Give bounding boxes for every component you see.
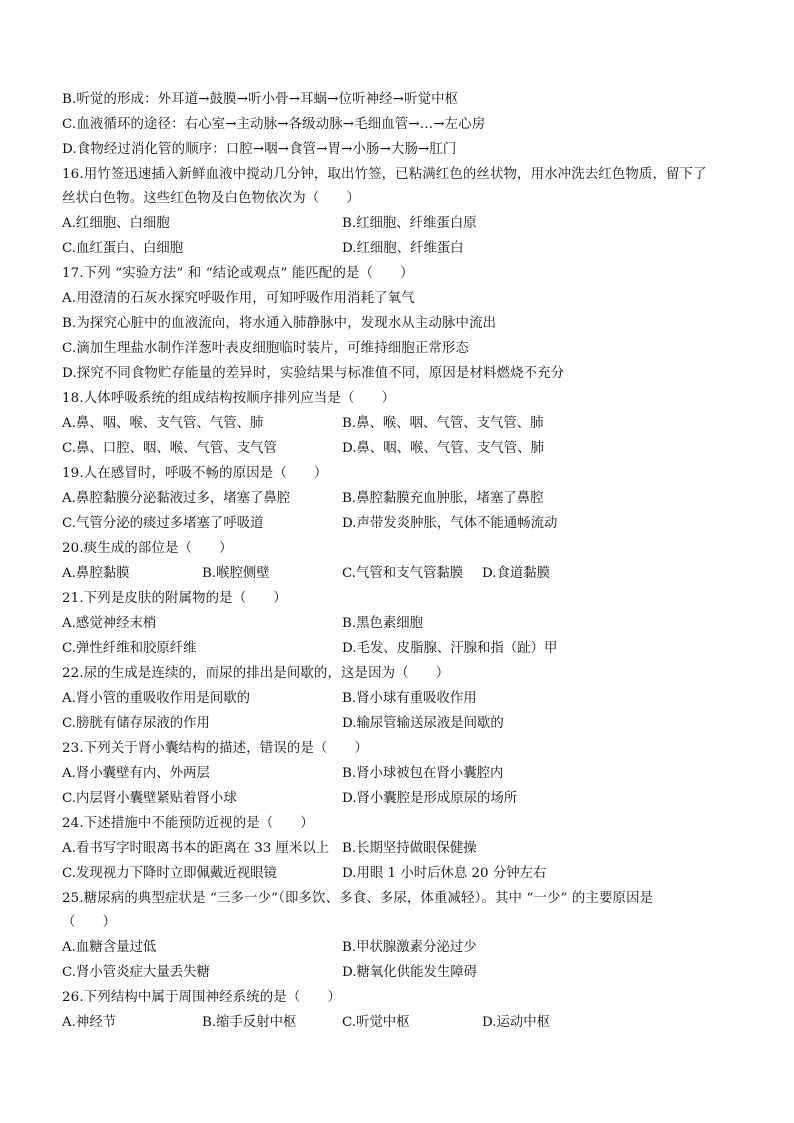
option-line: C.血液循环的途径：右心室→主动脉→各级动脉→毛细血管→…→左心房 [62,117,486,132]
question-18-stem: 18.人体呼吸系统的组成结构按顺序排列应当是（ ） [62,391,396,406]
option-b: B.长期坚持做眼保健操 [342,841,477,856]
option-line: D.食物经过消化管的顺序：口腔→咽→食管→胃→小肠→大肠→肛门 [62,142,457,157]
option-c: C.气管分泌的痰过多堵塞了呼吸道 [62,516,264,531]
option-a: A.看书写字时眼离书本的距离在 33 厘米以上 [62,841,330,856]
question-20-options-row [62,565,742,583]
option-a: A.感觉神经末梢 [62,616,157,631]
question-22-options-row-1 [62,690,742,708]
option-c: C.弹性纤维和胶原纤维 [62,641,197,656]
question-25-options-row-1 [62,939,742,957]
option-b: B.鼻腔黏膜充血肿胀，堵塞了鼻腔 [342,491,544,506]
question-23-stem: 23.下列关于肾小囊结构的描述，错误的是（ ） [62,741,369,756]
option-a: A.血糖含量过低 [62,940,157,955]
question-26-stem: 26.下列结构中属于周围神经系统的是（ ） [62,990,342,1005]
option-d: D.用眼 1 小时后休息 20 分钟左右 [342,866,547,881]
option-b: B.红细胞、纤维蛋白原 [342,216,477,231]
option-d: D.红细胞、纤维蛋白 [342,241,464,256]
question-16-stem: 16.用竹签迅速插入新鲜血液中搅动几分钟，取出竹签，已粘满红色的丝状物，用水冲洗去红色物质，留下了 [62,167,707,182]
question-24-options-row-2 [62,865,742,883]
question-25-stem-cont: （ ） [62,915,117,930]
option-b: B.肾小球有重吸收作用 [342,691,477,706]
option-b: B.缩手反射中枢 [202,1015,297,1030]
option-b: B.鼻、喉、咽、气管、支气管、肺 [342,416,544,431]
question-19-stem: 19.人在感冒时，呼吸不畅的原因是（ ） [62,466,328,481]
option-a: A.神经节 [62,1015,117,1030]
question-21-options-row-1 [62,615,742,633]
option-c: C.滴加生理盐水制作洋葱叶表皮细胞临时装片，可维持细胞正常形态 [62,341,470,356]
option-d: D.糖氧化供能发生障碍 [342,965,478,980]
question-26-options-row [62,1014,742,1032]
question-25-stem: 25.糖尿病的典型症状是 “三多一少”（即多饮、多食、多尿，体重减轻）。其中 “一少” 的主要原因是 [62,891,654,906]
option-c: C.发现视力下降时立即佩戴近视眼镜 [62,866,277,881]
option-a: A.用澄清的石灰水探究呼吸作用，可知呼吸作用消耗了氧气 [62,291,415,306]
question-19-options-row-2 [62,515,742,533]
option-d: D.肾小囊腔是形成原尿的场所 [342,791,518,806]
option-c: C.听觉中枢 [342,1015,410,1030]
question-18-options-row-2 [62,440,742,458]
option-b: B.为探究心脏中的血液流向，将水通入肺静脉中，发现水从主动脉中流出 [62,316,497,331]
question-23-options-row-1 [62,765,742,783]
question-24-options-row-1 [62,840,742,858]
question-19-options-row-1 [62,490,742,508]
option-b: B.甲状腺激素分泌过少 [342,940,477,955]
question-22-options-row-2 [62,715,742,733]
option-a: A.红细胞、白细胞 [62,216,170,231]
option-d: D.运动中枢 [482,1015,551,1030]
question-20-stem: 20.痰生成的部位是（ ） [62,541,233,556]
question-21-options-row-2 [62,640,742,658]
option-c: C.膀胱有储存尿液的作用 [62,716,210,731]
question-24-stem: 24.下述措施中不能预防近视的是（ ） [62,816,314,831]
option-d: D.食道黏膜 [482,566,551,581]
option-b: B.黑色素细胞 [342,616,424,631]
option-d: D.鼻、咽、喉、气管、支气管、肺 [342,441,544,456]
question-16-stem-cont: 丝状白色物。这些红色物及白色物依次为（ ） [62,191,360,206]
question-23-options-row-2 [62,790,742,808]
option-a: A.鼻、咽、喉、支气管、气管、肺 [62,416,264,431]
question-18-options-row-1 [62,415,742,433]
option-c: C.血红蛋白、白细胞 [62,241,184,256]
option-b: B.肾小球被包在肾小囊腔内 [342,766,504,781]
question-16-options-row-2 [62,240,742,258]
option-a: A.肾小管的重吸收作用是间歇的 [62,691,251,706]
option-line: B.听觉的形成：外耳道→鼓膜→听小骨→耳蜗→位听神经→听觉中枢 [62,92,459,107]
option-c: C.肾小管炎症大量丢失糖 [62,965,210,980]
option-b: B.喉腔侧壁 [202,566,270,581]
question-22-stem: 22.尿的生成是连续的，而尿的排出是间歇的，这是因为（ ） [62,666,450,681]
question-17-stem: 17.下列 “实验方法” 和 “结论或观点” 能匹配的是（ ） [62,266,414,281]
option-a: A.肾小囊壁有内、外两层 [62,766,210,781]
option-c: C.内层肾小囊壁紧贴着肾小球 [62,791,237,806]
question-25-options-row-2 [62,964,742,982]
option-a: A.鼻腔黏膜分泌黏液过多，堵塞了鼻腔 [62,491,291,506]
option-d: D.输尿管输送尿液是间歇的 [342,716,504,731]
option-c: C.鼻、口腔、咽、喉、气管、支气管 [62,441,277,456]
question-21-stem: 21.下列是皮肤的附属物的是（ ） [62,591,287,606]
option-a: A.鼻腔黏膜 [62,566,130,581]
option-d: D.声带发炎肿胀，气体不能通畅流动 [342,516,558,531]
option-d: D.毛发、皮脂腺、汗腺和指（趾）甲 [342,641,558,656]
option-c: C.气管和支气管黏膜 [342,566,464,581]
question-16-options-row-1 [62,215,742,233]
option-d: D.探究不同食物贮存能量的差异时，实验结果与标准值不同，原因是材料燃烧不充分 [62,366,565,381]
